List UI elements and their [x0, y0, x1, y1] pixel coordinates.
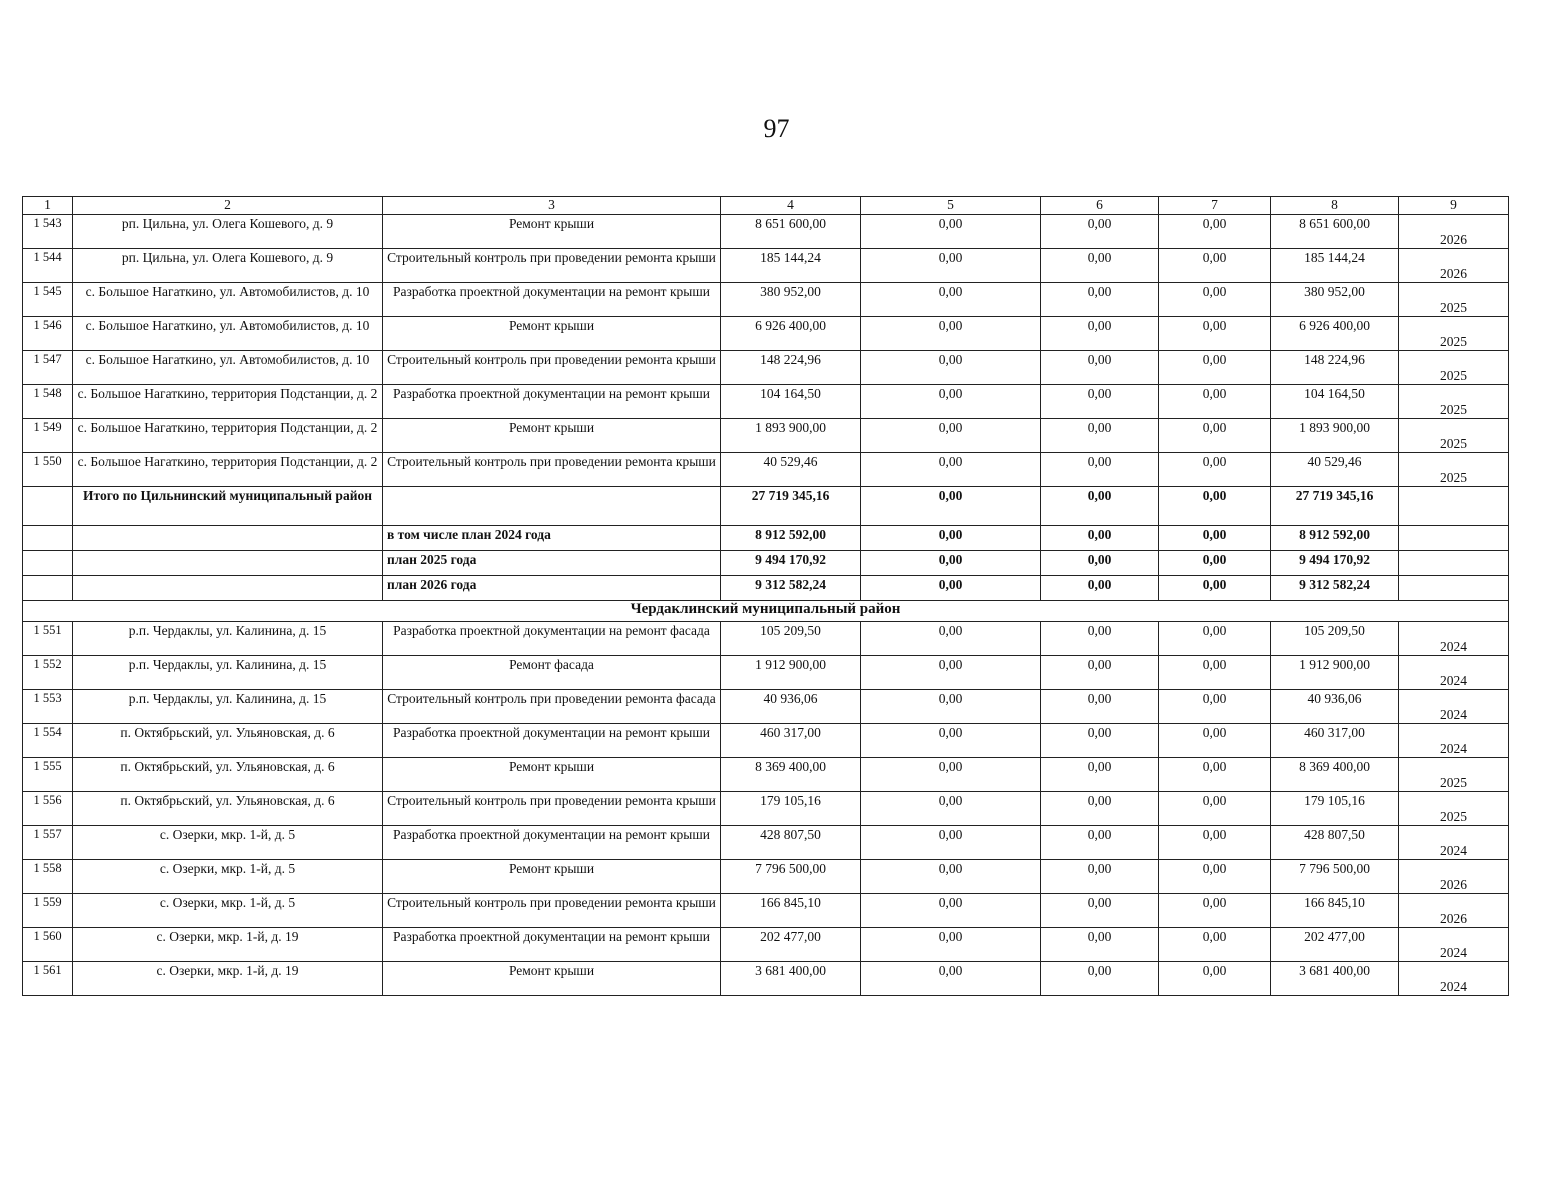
- value-cell: 0,00: [1041, 385, 1159, 419]
- empty-cell: [1399, 551, 1509, 576]
- value-cell: 0,00: [1159, 758, 1271, 792]
- plan-cost-cell: 9 312 582,24: [1271, 576, 1399, 601]
- value-cell: 0,00: [1159, 249, 1271, 283]
- empty-cell: [1399, 487, 1509, 526]
- value-cell: 0,00: [1041, 283, 1159, 317]
- address-cell: п. Октябрьский, ул. Ульяновская, д. 6: [73, 724, 383, 758]
- year-cell: 2026: [1399, 215, 1509, 249]
- work-type-cell: Строительный контроль при проведении ремонта фасада: [383, 690, 721, 724]
- table-row: [23, 622, 1509, 656]
- table-row: [23, 317, 1509, 351]
- row-number: 1 561: [23, 962, 73, 996]
- row-number: 1 546: [23, 317, 73, 351]
- work-type-cell: Строительный контроль при проведении ремонта крыши: [383, 453, 721, 487]
- value-cell: 0,00: [1159, 487, 1271, 526]
- cost-cell: 185 144,24: [1271, 249, 1399, 283]
- value-cell: 0,00: [861, 249, 1041, 283]
- section-heading-row: [23, 601, 1509, 622]
- value-cell: 0,00: [1041, 317, 1159, 351]
- table-row: [23, 894, 1509, 928]
- table-row: [23, 656, 1509, 690]
- address-cell: р.п. Чердаклы, ул. Калинина, д. 15: [73, 656, 383, 690]
- value-cell: 0,00: [1159, 860, 1271, 894]
- table-row: [23, 962, 1509, 996]
- address-cell: р.п. Чердаклы, ул. Калинина, д. 15: [73, 622, 383, 656]
- year-cell: 2026: [1399, 860, 1509, 894]
- repair-plan-table: [22, 196, 1509, 996]
- table-row: [23, 283, 1509, 317]
- year-cell: 2024: [1399, 622, 1509, 656]
- cost-cell: 202 477,00: [721, 928, 861, 962]
- work-type-cell: Разработка проектной документации на ремонт фасада: [383, 622, 721, 656]
- value-cell: 0,00: [861, 826, 1041, 860]
- work-type-cell: Ремонт крыши: [383, 860, 721, 894]
- empty-cell: [73, 576, 383, 601]
- cost-cell: 428 807,50: [721, 826, 861, 860]
- value-cell: 0,00: [1041, 860, 1159, 894]
- row-number: 1 558: [23, 860, 73, 894]
- value-cell: 0,00: [861, 551, 1041, 576]
- address-cell: с. Большое Нагаткино, ул. Автомобилистов, д. 10: [73, 351, 383, 385]
- value-cell: 0,00: [1041, 690, 1159, 724]
- value-cell: 0,00: [861, 215, 1041, 249]
- value-cell: 0,00: [1159, 724, 1271, 758]
- cost-cell: 7 796 500,00: [1271, 860, 1399, 894]
- cost-cell: 105 209,50: [1271, 622, 1399, 656]
- address-cell: с. Большое Нагаткино, территория Подстанции, д. 2: [73, 453, 383, 487]
- value-cell: 0,00: [861, 317, 1041, 351]
- plan-label: план 2025 года: [383, 551, 721, 576]
- cost-cell: 202 477,00: [1271, 928, 1399, 962]
- table-row: [23, 690, 1509, 724]
- value-cell: 0,00: [861, 576, 1041, 601]
- work-type-cell: Разработка проектной документации на ремонт крыши: [383, 826, 721, 860]
- value-cell: 0,00: [1041, 724, 1159, 758]
- cost-cell: 166 845,10: [721, 894, 861, 928]
- year-cell: 2026: [1399, 894, 1509, 928]
- value-cell: 0,00: [861, 351, 1041, 385]
- cost-cell: 104 164,50: [1271, 385, 1399, 419]
- row-number: 1 554: [23, 724, 73, 758]
- value-cell: 0,00: [861, 622, 1041, 656]
- value-cell: 0,00: [861, 526, 1041, 551]
- column-header: 5: [861, 197, 1041, 215]
- column-header: 3: [383, 197, 721, 215]
- value-cell: 0,00: [861, 928, 1041, 962]
- row-number: 1 555: [23, 758, 73, 792]
- cost-cell: 460 317,00: [721, 724, 861, 758]
- address-cell: р.п. Чердаклы, ул. Калинина, д. 15: [73, 690, 383, 724]
- value-cell: 0,00: [861, 385, 1041, 419]
- empty-cell: [1399, 526, 1509, 551]
- cost-cell: 8 369 400,00: [1271, 758, 1399, 792]
- plan-cost-cell: 8 912 592,00: [1271, 526, 1399, 551]
- column-number-row: [23, 197, 1509, 215]
- column-header: 8: [1271, 197, 1399, 215]
- value-cell: 0,00: [861, 690, 1041, 724]
- address-cell: с. Большое Нагаткино, ул. Автомобилистов, д. 10: [73, 283, 383, 317]
- row-number: 1 547: [23, 351, 73, 385]
- year-cell: 2024: [1399, 656, 1509, 690]
- row-number: 1 559: [23, 894, 73, 928]
- row-number: 1 552: [23, 656, 73, 690]
- value-cell: 0,00: [861, 962, 1041, 996]
- plan-row: [23, 551, 1509, 576]
- table-row: [23, 351, 1509, 385]
- column-header: 2: [73, 197, 383, 215]
- cost-cell: 179 105,16: [1271, 792, 1399, 826]
- address-cell: п. Октябрьский, ул. Ульяновская, д. 6: [73, 792, 383, 826]
- plan-cost-cell: 8 912 592,00: [721, 526, 861, 551]
- year-cell: 2024: [1399, 724, 1509, 758]
- cost-cell: 166 845,10: [1271, 894, 1399, 928]
- value-cell: 0,00: [861, 724, 1041, 758]
- value-cell: 0,00: [1159, 526, 1271, 551]
- value-cell: 0,00: [1159, 894, 1271, 928]
- address-cell: с. Озерки, мкр. 1-й, д. 19: [73, 962, 383, 996]
- cost-cell: 1 893 900,00: [721, 419, 861, 453]
- value-cell: 0,00: [861, 283, 1041, 317]
- empty-cell: [23, 576, 73, 601]
- work-type-cell: Ремонт крыши: [383, 962, 721, 996]
- address-cell: с. Озерки, мкр. 1-й, д. 19: [73, 928, 383, 962]
- empty-cell: [73, 551, 383, 576]
- value-cell: 0,00: [861, 894, 1041, 928]
- address-cell: с. Большое Нагаткино, территория Подстанции, д. 2: [73, 419, 383, 453]
- empty-cell: [23, 487, 73, 526]
- column-header: 4: [721, 197, 861, 215]
- table-row: [23, 419, 1509, 453]
- total-cost-cell: 27 719 345,16: [1271, 487, 1399, 526]
- year-cell: 2025: [1399, 317, 1509, 351]
- cost-cell: 40 529,46: [721, 453, 861, 487]
- page-number: 97: [763, 114, 790, 143]
- year-cell: 2024: [1399, 928, 1509, 962]
- year-cell: 2025: [1399, 419, 1509, 453]
- column-header: 7: [1159, 197, 1271, 215]
- table-row: [23, 758, 1509, 792]
- row-number: 1 557: [23, 826, 73, 860]
- work-type-cell: Разработка проектной документации на ремонт крыши: [383, 724, 721, 758]
- cost-cell: 148 224,96: [1271, 351, 1399, 385]
- year-cell: 2024: [1399, 962, 1509, 996]
- cost-cell: 185 144,24: [721, 249, 861, 283]
- value-cell: 0,00: [1159, 385, 1271, 419]
- cost-cell: 8 651 600,00: [721, 215, 861, 249]
- table-row: [23, 249, 1509, 283]
- work-type-cell: Строительный контроль при проведении ремонта крыши: [383, 792, 721, 826]
- work-type-cell: Строительный контроль при проведении ремонта крыши: [383, 894, 721, 928]
- row-number: 1 544: [23, 249, 73, 283]
- address-cell: с. Большое Нагаткино, территория Подстанции, д. 2: [73, 385, 383, 419]
- address-cell: с. Озерки, мкр. 1-й, д. 5: [73, 894, 383, 928]
- cost-cell: 6 926 400,00: [1271, 317, 1399, 351]
- cost-cell: 104 164,50: [721, 385, 861, 419]
- work-type-cell: Ремонт крыши: [383, 419, 721, 453]
- address-cell: с. Озерки, мкр. 1-й, д. 5: [73, 860, 383, 894]
- work-type-cell: Строительный контроль при проведении ремонта крыши: [383, 249, 721, 283]
- column-header: 6: [1041, 197, 1159, 215]
- value-cell: 0,00: [1159, 792, 1271, 826]
- address-cell: п. Октябрьский, ул. Ульяновская, д. 6: [73, 758, 383, 792]
- work-type-cell: Разработка проектной документации на ремонт крыши: [383, 385, 721, 419]
- cost-cell: 6 926 400,00: [721, 317, 861, 351]
- cost-cell: 1 912 900,00: [721, 656, 861, 690]
- year-cell: 2025: [1399, 758, 1509, 792]
- cost-cell: 3 681 400,00: [1271, 962, 1399, 996]
- cost-cell: 8 651 600,00: [1271, 215, 1399, 249]
- cost-cell: 3 681 400,00: [721, 962, 861, 996]
- table-row: [23, 860, 1509, 894]
- value-cell: 0,00: [1159, 215, 1271, 249]
- table-row: [23, 826, 1509, 860]
- value-cell: 0,00: [1159, 453, 1271, 487]
- plan-label: в том числе план 2024 года: [383, 526, 721, 551]
- column-header: 9: [1399, 197, 1509, 215]
- value-cell: 0,00: [1159, 690, 1271, 724]
- value-cell: 0,00: [1041, 419, 1159, 453]
- row-number: 1 550: [23, 453, 73, 487]
- address-cell: рп. Цильна, ул. Олега Кошевого, д. 9: [73, 249, 383, 283]
- district-total-row: [23, 487, 1509, 526]
- row-number: 1 549: [23, 419, 73, 453]
- plan-cost-cell: 9 494 170,92: [721, 551, 861, 576]
- value-cell: 0,00: [1041, 792, 1159, 826]
- total-cost-cell: 27 719 345,16: [721, 487, 861, 526]
- value-cell: 0,00: [1041, 894, 1159, 928]
- value-cell: 0,00: [861, 656, 1041, 690]
- work-type-cell: Ремонт фасада: [383, 656, 721, 690]
- cost-cell: 40 936,06: [721, 690, 861, 724]
- empty-cell: [23, 551, 73, 576]
- work-type-cell: Ремонт крыши: [383, 317, 721, 351]
- cost-cell: 40 936,06: [1271, 690, 1399, 724]
- total-label: Итого по Цильнинский муниципальный район: [73, 487, 383, 526]
- column-header: 1: [23, 197, 73, 215]
- cost-cell: 428 807,50: [1271, 826, 1399, 860]
- value-cell: 0,00: [1041, 487, 1159, 526]
- value-cell: 0,00: [1041, 551, 1159, 576]
- work-type-cell: Ремонт крыши: [383, 215, 721, 249]
- cost-cell: 40 529,46: [1271, 453, 1399, 487]
- plan-row: [23, 526, 1509, 551]
- value-cell: 0,00: [861, 453, 1041, 487]
- empty-cell: [1399, 576, 1509, 601]
- cost-cell: 148 224,96: [721, 351, 861, 385]
- plan-cost-cell: 9 494 170,92: [1271, 551, 1399, 576]
- address-cell: с. Озерки, мкр. 1-й, д. 5: [73, 826, 383, 860]
- value-cell: 0,00: [1159, 656, 1271, 690]
- section-title: Чердаклинский муниципальный район: [23, 601, 1509, 622]
- year-cell: 2024: [1399, 826, 1509, 860]
- year-cell: 2025: [1399, 385, 1509, 419]
- table-row: [23, 385, 1509, 419]
- value-cell: 0,00: [1159, 317, 1271, 351]
- value-cell: 0,00: [1041, 622, 1159, 656]
- plan-row: [23, 576, 1509, 601]
- value-cell: 0,00: [1159, 622, 1271, 656]
- empty-cell: [73, 526, 383, 551]
- value-cell: 0,00: [861, 419, 1041, 453]
- value-cell: 0,00: [1041, 215, 1159, 249]
- value-cell: 0,00: [1159, 928, 1271, 962]
- value-cell: 0,00: [861, 758, 1041, 792]
- cost-cell: 1 912 900,00: [1271, 656, 1399, 690]
- plan-cost-cell: 9 312 582,24: [721, 576, 861, 601]
- value-cell: 0,00: [1159, 351, 1271, 385]
- table-row: [23, 792, 1509, 826]
- value-cell: 0,00: [1041, 249, 1159, 283]
- cost-cell: 380 952,00: [1271, 283, 1399, 317]
- cost-cell: 380 952,00: [721, 283, 861, 317]
- value-cell: 0,00: [1159, 962, 1271, 996]
- cost-cell: 1 893 900,00: [1271, 419, 1399, 453]
- empty-cell: [23, 526, 73, 551]
- value-cell: 0,00: [1159, 826, 1271, 860]
- value-cell: 0,00: [1041, 758, 1159, 792]
- year-cell: 2024: [1399, 690, 1509, 724]
- value-cell: 0,00: [861, 487, 1041, 526]
- work-type-cell: Разработка проектной документации на ремонт крыши: [383, 928, 721, 962]
- row-number: 1 548: [23, 385, 73, 419]
- value-cell: 0,00: [1041, 576, 1159, 601]
- value-cell: 0,00: [1041, 928, 1159, 962]
- work-type-cell: Ремонт крыши: [383, 758, 721, 792]
- cost-cell: 179 105,16: [721, 792, 861, 826]
- row-number: 1 543: [23, 215, 73, 249]
- year-cell: 2025: [1399, 792, 1509, 826]
- value-cell: 0,00: [1041, 656, 1159, 690]
- cost-cell: 8 369 400,00: [721, 758, 861, 792]
- value-cell: 0,00: [1041, 826, 1159, 860]
- year-cell: 2025: [1399, 453, 1509, 487]
- row-number: 1 556: [23, 792, 73, 826]
- cost-cell: 460 317,00: [1271, 724, 1399, 758]
- table-row: [23, 453, 1509, 487]
- value-cell: 0,00: [1159, 419, 1271, 453]
- row-number: 1 553: [23, 690, 73, 724]
- row-number: 1 545: [23, 283, 73, 317]
- value-cell: 0,00: [861, 860, 1041, 894]
- value-cell: 0,00: [1041, 351, 1159, 385]
- year-cell: 2025: [1399, 351, 1509, 385]
- plan-label: план 2026 года: [383, 576, 721, 601]
- row-number: 1 551: [23, 622, 73, 656]
- work-type-cell: Строительный контроль при проведении ремонта крыши: [383, 351, 721, 385]
- table-row: [23, 928, 1509, 962]
- empty-cell: [383, 487, 721, 526]
- value-cell: 0,00: [1041, 526, 1159, 551]
- cost-cell: 7 796 500,00: [721, 860, 861, 894]
- row-number: 1 560: [23, 928, 73, 962]
- cost-cell: 105 209,50: [721, 622, 861, 656]
- year-cell: 2026: [1399, 249, 1509, 283]
- value-cell: 0,00: [1159, 283, 1271, 317]
- address-cell: рп. Цильна, ул. Олега Кошевого, д. 9: [73, 215, 383, 249]
- table-row: [23, 724, 1509, 758]
- year-cell: 2025: [1399, 283, 1509, 317]
- work-type-cell: Разработка проектной документации на ремонт крыши: [383, 283, 721, 317]
- address-cell: с. Большое Нагаткино, ул. Автомобилистов, д. 10: [73, 317, 383, 351]
- value-cell: 0,00: [1159, 576, 1271, 601]
- value-cell: 0,00: [1159, 551, 1271, 576]
- table-row: [23, 215, 1509, 249]
- value-cell: 0,00: [1041, 962, 1159, 996]
- value-cell: 0,00: [1041, 453, 1159, 487]
- value-cell: 0,00: [861, 792, 1041, 826]
